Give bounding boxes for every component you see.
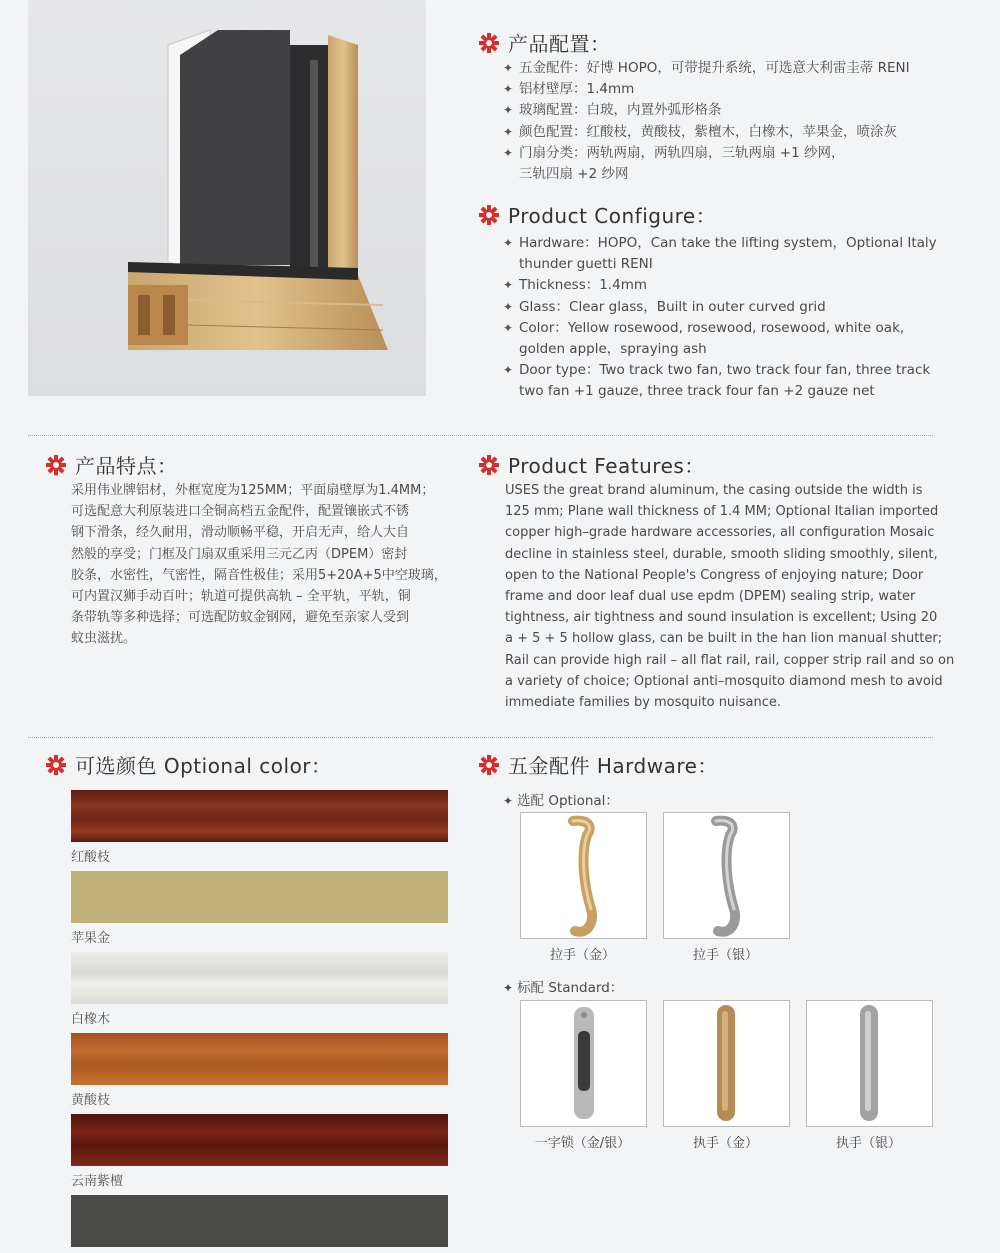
- section-divider: [28, 435, 933, 436]
- cross-bullet-icon: ✦: [503, 124, 514, 139]
- hardware-heading: [478, 750, 718, 779]
- list-item: ✦ Glass：Clear glass，Built in outer curved grid: [503, 297, 937, 318]
- list-item: ✦ Door type：Two track two fan, two track four fan, three track: [503, 360, 937, 381]
- features-en-heading: [478, 450, 705, 479]
- red-asterisk-icon: [478, 32, 500, 54]
- text-line: 蚊虫滋扰。: [71, 631, 137, 647]
- hardware-caption: 执手（银）: [835, 1136, 901, 1151]
- text-line: 钢下滑条，经久耐用，滑动顺畅平稳，开启无声，给人大自: [71, 525, 410, 541]
- red-asterisk-icon: [478, 754, 500, 776]
- cross-bullet-icon: ✦: [503, 981, 514, 995]
- text-line: tightness, air tightness and sound insulation is excellent; Using 20: [505, 610, 938, 626]
- color-swatch-red-rosewood: [71, 790, 448, 842]
- config-cn-list: [503, 58, 910, 185]
- color-swatch-yunnan-rosewood: [71, 1114, 448, 1166]
- text-line: a variety of choice; Optional anti–mosquito diamond mesh to avoid: [505, 673, 943, 689]
- hardware-caption: 执手（金）: [692, 1136, 758, 1151]
- text-line: frame and door leaf dual use epdm (DPEM) sealing strip, water: [505, 589, 916, 605]
- config-en-list: [503, 233, 937, 403]
- colors-heading: [45, 750, 332, 779]
- swatch-label: 云南紫檀: [71, 1174, 124, 1189]
- list-item-continuation: thunder guetti RENI: [519, 256, 653, 273]
- cross-bullet-icon: ✦: [503, 363, 514, 378]
- red-asterisk-icon: [45, 454, 67, 476]
- config-cn-title: 产品配置：: [508, 32, 611, 56]
- hardware-image-handle-silver: [806, 1000, 933, 1127]
- hardware-title: 五金配件 Hardware：: [508, 754, 718, 778]
- hardware-image-pull-handle-gold: [520, 812, 647, 939]
- cross-bullet-icon: ✦: [503, 299, 514, 314]
- text-line: 胶条，水密性，气密性，隔音性极佳；采用5+20A+5中空玻璃，: [71, 567, 447, 583]
- product-photo: [28, 0, 426, 396]
- cross-bullet-icon: ✦: [503, 103, 514, 118]
- color-swatch-yellow-rosewood: [71, 1033, 448, 1085]
- list-item: ✦ 五金配件：好博 HOPO，可带提升系统，可选意大利雷圭蒂 RENI: [503, 58, 910, 79]
- text-line: 可内置汉狮手动百叶；轨道可提供高轨 – 全平轨，平轨，铜: [71, 589, 411, 605]
- text-line: 然般的享受；门框及门扇双重采用三元乙丙（DPEM）密封: [71, 546, 408, 562]
- red-asterisk-icon: [478, 204, 500, 226]
- features-en-paragraph: [505, 480, 955, 713]
- list-item: ✦ 颜色配置：红酸枝，黄酸枝，紫檀木，白橡木，苹果金，喷涂灰: [503, 122, 910, 143]
- config-cn-heading: [478, 28, 611, 57]
- color-swatch-spraying-grey: [71, 1195, 448, 1247]
- hardware-image-pull-handle-silver: [663, 812, 790, 939]
- window-profile-illustration: [28, 0, 426, 396]
- list-item: ✦ Thickness：1.4mm: [503, 275, 937, 296]
- colors-title: 可选颜色 Optional color：: [75, 754, 332, 778]
- text-line: USES the great brand aluminum, the casing outside the width is: [505, 483, 923, 498]
- features-cn-paragraph: [71, 480, 451, 650]
- hardware-image-handle-gold: [663, 1000, 790, 1127]
- cross-bullet-icon: ✦: [503, 82, 514, 97]
- cross-bullet-icon: ✦: [503, 794, 514, 808]
- optional-label: ✦ 选配 Optional：: [503, 793, 619, 809]
- text-line: Rail can provide high rail – all flat rail, rail, copper strip rail and so on: [505, 652, 955, 668]
- text-line: 条带轨等多种选择；可选配防蚊金钢网，避免至亲家人受到: [71, 610, 410, 626]
- color-swatch-apple-gold: [71, 871, 448, 923]
- red-asterisk-icon: [478, 454, 500, 476]
- features-en-title: Product Features：: [508, 454, 705, 478]
- swatch-label: 黄酸枝: [71, 1093, 111, 1108]
- text-line: decline in stainless steel, durable, smooth sliding smoothly, silent,: [505, 546, 938, 562]
- list-item: ✦ 玻璃配置：白玻，内置外弧形格条: [503, 100, 910, 121]
- cross-bullet-icon: ✦: [503, 236, 514, 250]
- handle-silver-icon: [807, 1001, 932, 1126]
- list-item: ✦ Color：Yellow rosewood, rosewood, rosewood, white oak,: [503, 318, 937, 339]
- hardware-caption: 一字锁（金/银）: [534, 1136, 631, 1151]
- config-en-title: Product Configure：: [508, 204, 717, 228]
- text-line: 可选配意大利原装进口全铜高档五金配件，配置镶嵌式不锈: [71, 504, 410, 520]
- cross-bullet-icon: ✦: [503, 278, 514, 293]
- section-divider: [28, 737, 933, 738]
- pull-handle-gold-icon: [521, 813, 646, 938]
- list-item-continuation: 三轨四扇 +2 纱网: [519, 166, 629, 183]
- text-line: immediate families by mosquito nuisance.: [505, 695, 782, 711]
- swatch-label: 白橡木: [71, 1012, 111, 1027]
- text-line: 采用伟业牌铝材，外框宽度为125MM；平面扇壁厚为1.4MM；: [71, 483, 435, 498]
- text-line: open to the National People's Congress of enjoying nature; Door: [505, 567, 924, 583]
- handle-gold-icon: [664, 1001, 789, 1126]
- swatch-label: 苹果金: [71, 931, 111, 946]
- swatch-label: 红酸枝: [71, 850, 111, 865]
- flat-lock-icon: [521, 1001, 646, 1126]
- features-cn-title: 产品特点：: [75, 454, 178, 478]
- config-en-heading: [478, 200, 716, 229]
- cross-bullet-icon: ✦: [503, 145, 514, 160]
- color-swatch-white-oak: [71, 952, 448, 1004]
- list-item: ✦ 铝材壁厚：1.4mm: [503, 79, 910, 100]
- hardware-image-lock: [520, 1000, 647, 1127]
- standard-label: ✦ 标配 Standard：: [503, 980, 624, 996]
- text-line: copper high–grade hardware accessories, all configuration Mosaic: [505, 525, 935, 541]
- pull-handle-silver-icon: [664, 813, 789, 938]
- hardware-caption: 拉手（银）: [692, 948, 758, 963]
- hardware-caption: 拉手（金）: [549, 948, 615, 963]
- cross-bullet-icon: ✦: [503, 61, 514, 75]
- cross-bullet-icon: ✦: [503, 320, 514, 335]
- features-cn-heading: [45, 450, 178, 479]
- list-item: ✦ Hardware：HOPO，Can take the lifting system，Optional Italy: [503, 233, 937, 254]
- red-asterisk-icon: [45, 754, 67, 776]
- text-line: 125 mm; Plane wall thickness of 1.4 MM; Optional Italian imported: [505, 504, 939, 520]
- list-item-continuation: two fan +1 gauze, three track four fan +2 gauze net: [519, 383, 875, 400]
- text-line: a + 5 + 5 hollow glass, can be built in the han lion manual shutter;: [505, 631, 943, 647]
- list-item-continuation: golden apple，spraying ash: [519, 341, 707, 358]
- list-item: ✦ 门扇分类：两轨两扇，两轨四扇，三轨两扇 +1 纱网，: [503, 143, 910, 164]
